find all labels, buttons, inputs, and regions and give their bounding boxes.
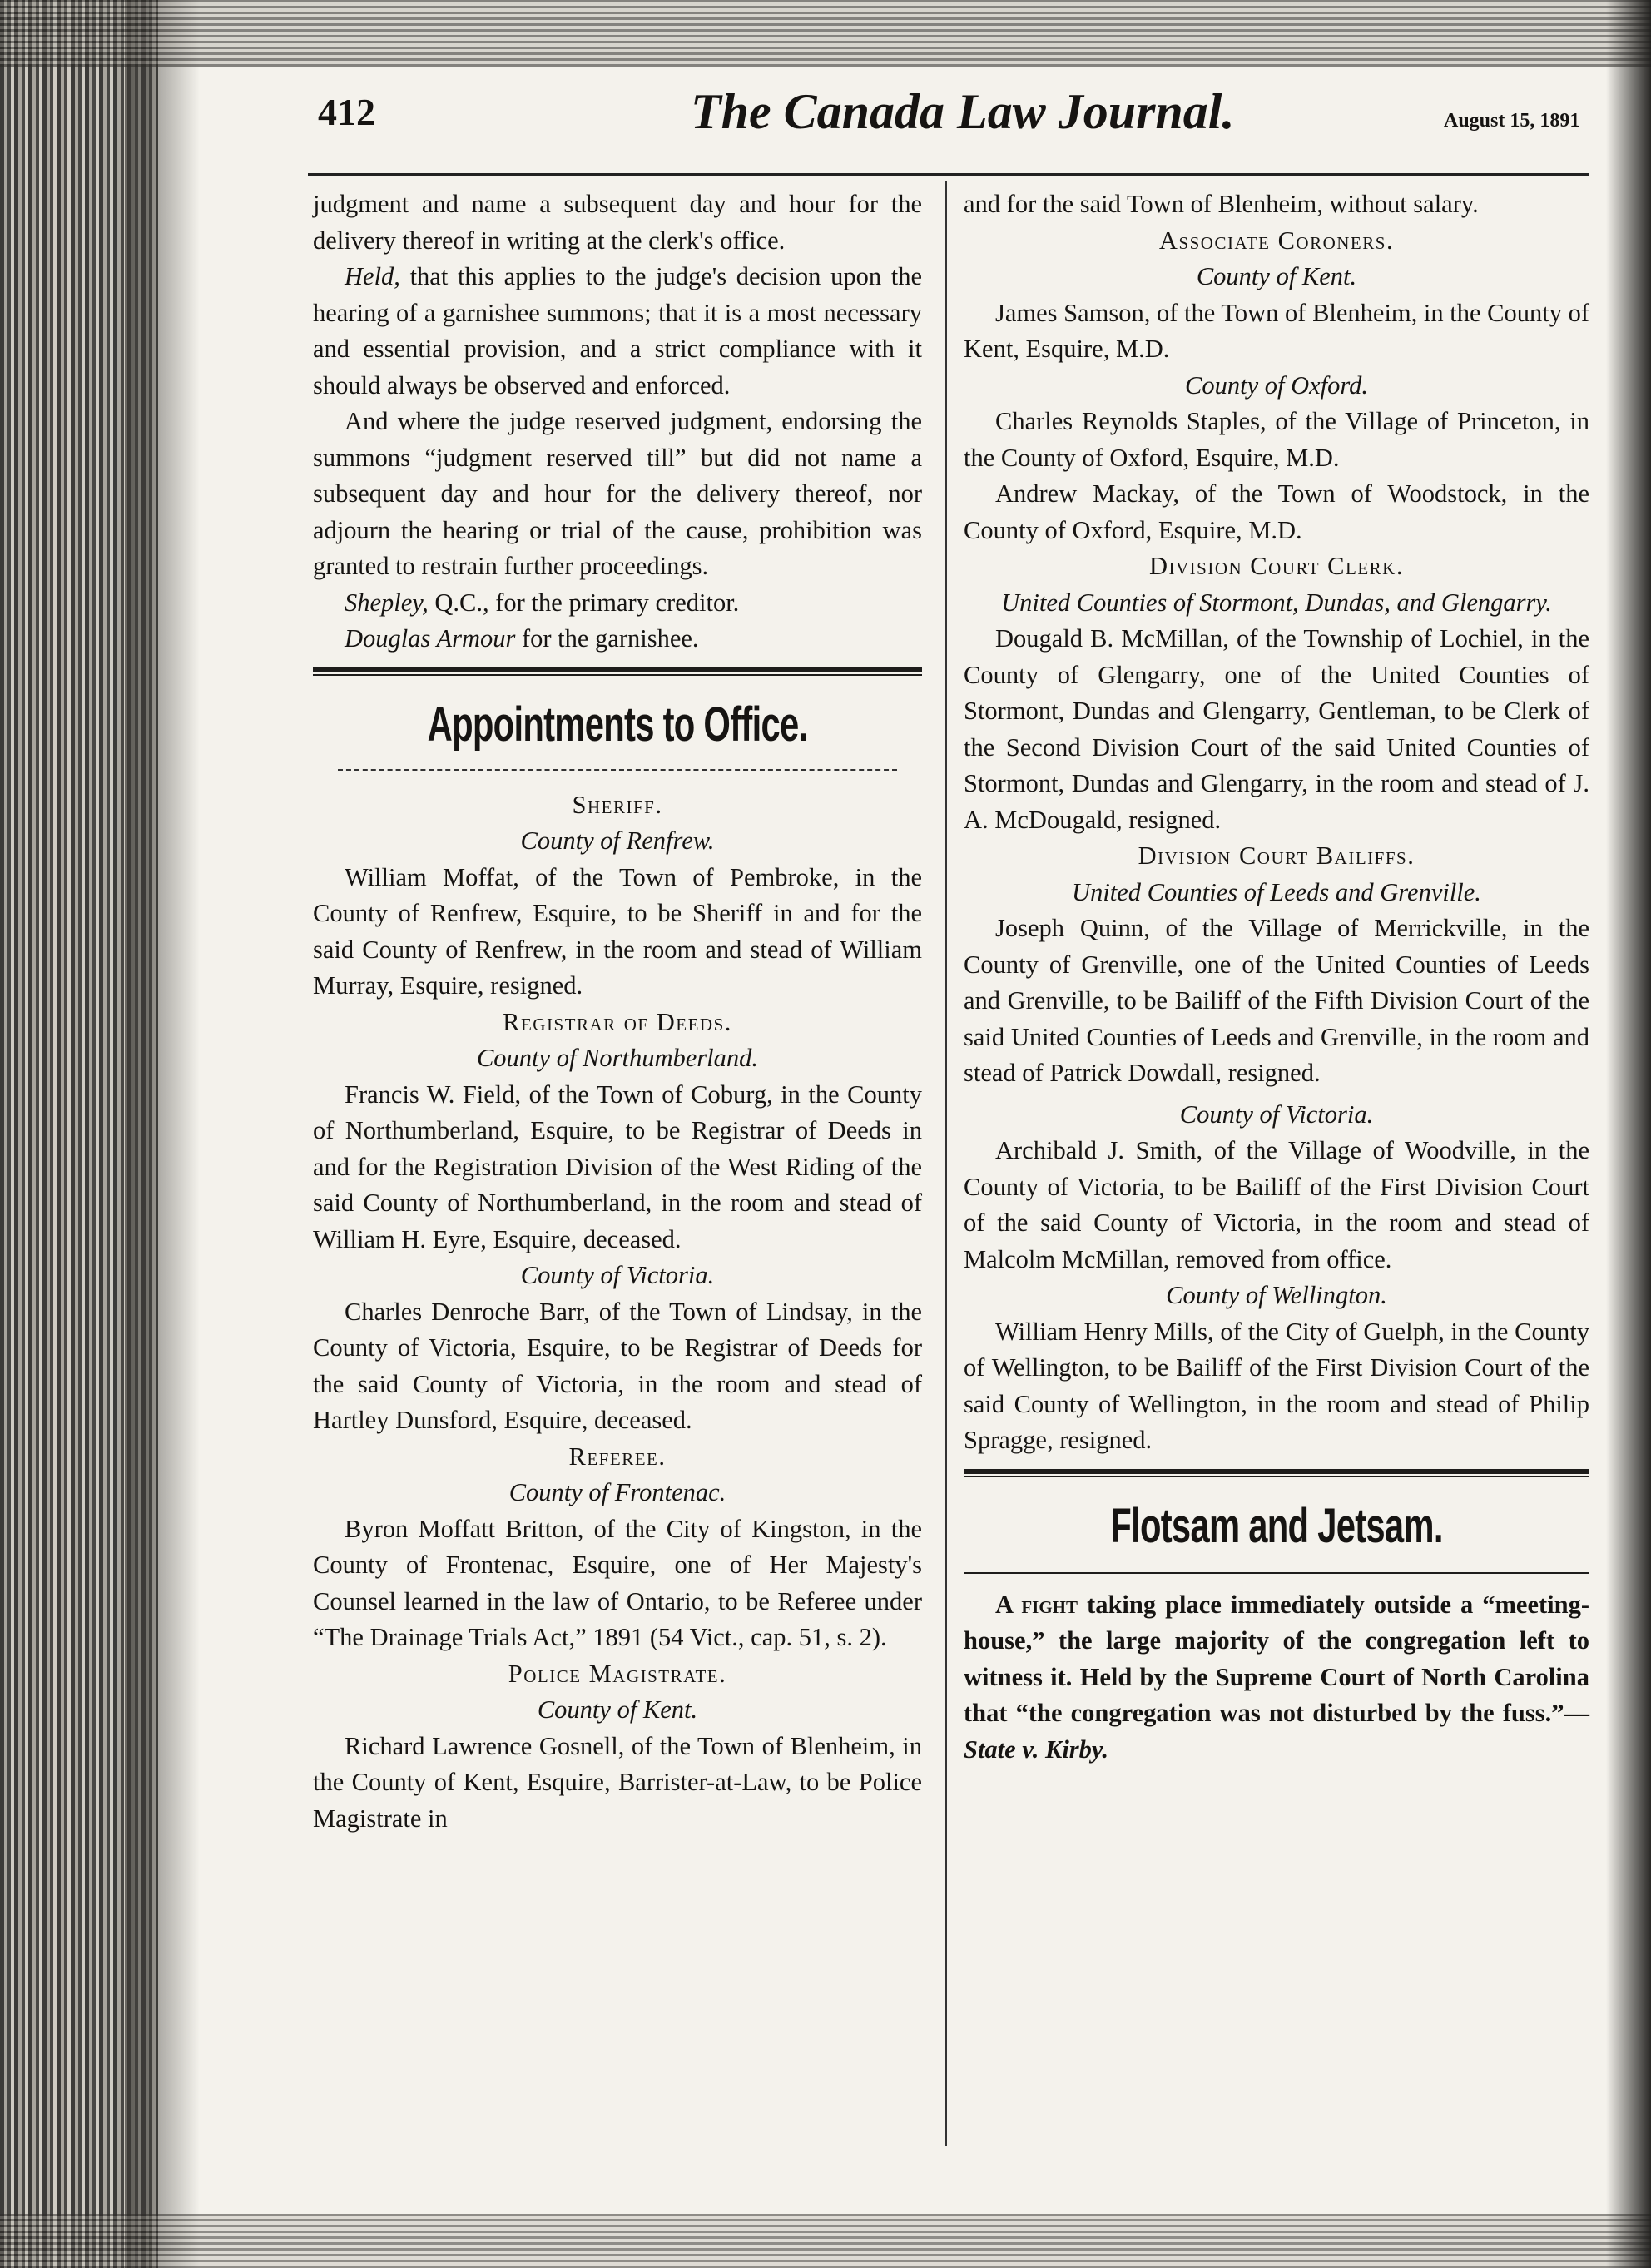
- appointment-text: William Moffat, of the Town of Pembroke, in the County of Renfrew, Esquire, to be Sheriff in and for the said County of Renfrew, in the room and stead of William Murray, Esquire, resigned.: [313, 862, 922, 1000]
- column-divider: [945, 181, 947, 2146]
- office-heading: Division Court Clerk.: [1149, 552, 1404, 580]
- appointment-text: James Samson, of the Town of Blenheim, in the County of Kent, Esquire, M.D.: [964, 298, 1589, 363]
- counsel-role: for the garnishee.: [515, 624, 699, 653]
- scan-right-edge: [1606, 0, 1651, 2268]
- journal-title: The Canada Law Journal.: [691, 84, 1235, 139]
- case-held-paragraph: [313, 259, 922, 404]
- office-heading: Division Court Bailiffs.: [1138, 841, 1415, 870]
- county-heading: County of Victoria.: [1179, 1099, 1374, 1129]
- office-heading: Registrar of Deeds.: [503, 1007, 732, 1036]
- office-heading: Sheriff.: [572, 790, 663, 819]
- appointment-text: Charles Reynolds Staples, of the Village of Princeton, in the County of Oxford, Esquire, M.D.: [964, 407, 1589, 472]
- scan-bottom-edge: [0, 2214, 1651, 2268]
- flotsam-paragraph: [964, 1587, 1589, 1769]
- flotsam-text: taking place immediately outside a “meeting-house,” the large majority of the congregation left to witness it. Held by the Supreme Court of North Carolina that “the congregation was not disturbed by the fuss.”—: [964, 1590, 1589, 1727]
- appointment-text: Richard Lawrence Gosnell, of the Town of Blenheim, in the County of Kent, Esquire, Barrister-at-Law, to be Police Magistrate in: [313, 1731, 922, 1833]
- county-heading: County of Victoria.: [520, 1261, 715, 1289]
- section-rule-dashed: [338, 769, 897, 771]
- counsel-name: Douglas Armour: [345, 624, 516, 653]
- county-heading: County of Renfrew.: [520, 826, 715, 855]
- flotsam-lead: A fight: [995, 1590, 1078, 1619]
- section-rule-thin: [313, 674, 922, 676]
- appointment-text: William Henry Mills, of the City of Guelph, in the County of Wellington, to be Bailiff of the First Division Court of the said County of Wellington, in the room and stead of Philip Spragge, resigned.: [964, 1317, 1589, 1454]
- section-heading-appointments: Appointments to Office.: [427, 697, 808, 752]
- counsel-line: [313, 621, 922, 658]
- office-heading: Referee.: [568, 1442, 667, 1471]
- page-date: August 15, 1891: [1444, 110, 1580, 132]
- county-heading: United Counties of Stormont, Dundas, and Glengarry.: [1001, 588, 1552, 617]
- appointment-text: Andrew Mackay, of the Town of Woodstock, in the County of Oxford, Esquire, M.D.: [964, 479, 1589, 544]
- appointment-text: Archibald J. Smith, of the Village of Woodville, in the County of Victoria, to be Bailiff of the First Division Court of the said County of Victoria, in the room and stead of Malcolm McMillan, removed from office.: [964, 1136, 1589, 1273]
- held-text: that this applies to the judge's decision upon the hearing of a garnishee summons; that it is a most necessary and essential provision, and a strict compliance with it should always be observed and enforced.: [313, 262, 922, 400]
- county-heading: County of Northumberland.: [476, 1044, 759, 1072]
- appointment-text: Joseph Quinn, of the Village of Merrickville, in the County of Grenville, one of the United Counties of Leeds and Grenville, to be Bailiff of the Fifth Division Court of the said United Counties of Leeds and Grenville, in the room and stead of Patrick Dowdall, resigned.: [964, 914, 1589, 1087]
- scan-top-edge: [0, 0, 1651, 67]
- section-rule-thin: [964, 1476, 1589, 1477]
- section-rule-thick: [313, 667, 922, 672]
- counsel-line: [313, 585, 922, 622]
- office-heading: Police Magistrate.: [508, 1659, 727, 1688]
- left-column: [313, 186, 922, 1837]
- flotsam-case-name: State v. Kirby.: [964, 1734, 1108, 1764]
- county-heading: County of Kent.: [1196, 262, 1357, 290]
- section-rule-thin: [964, 1572, 1589, 1574]
- section-rule-thick: [964, 1469, 1589, 1474]
- county-heading: United Counties of Leeds and Grenville.: [1072, 877, 1481, 906]
- right-column: [964, 186, 1589, 1768]
- section-heading-flotsam: Flotsam and Jetsam.: [1110, 1498, 1443, 1553]
- case-paragraph: judgment and name a subsequent day and hour for the delivery thereof in writing at the clerk's office.: [313, 190, 922, 255]
- page-number: 412: [318, 91, 375, 133]
- county-heading: County of Kent.: [537, 1695, 698, 1724]
- county-heading: County of Oxford.: [1185, 370, 1368, 400]
- case-paragraph: And where the judge reserved judgment, endorsing the summons “judgment reserved till” but did not name a subsequent day and hour for the delivery thereof, nor adjourn the hearing or trial of the cause, prohibition was granted to restrain further proceedings.: [313, 407, 922, 580]
- county-heading: County of Wellington.: [1166, 1281, 1387, 1309]
- appointment-text: Charles Denroche Barr, of the Town of Lindsay, in the County of Victoria, Esquire, to be Registrar of Deeds for the said County of Victoria, in the room and stead of Hartley Dunsford, Esquire, deceased.: [313, 1297, 922, 1434]
- counsel-role: Q.C., for the primary creditor.: [428, 588, 740, 617]
- scan-binding-shadow: [125, 0, 200, 2268]
- office-heading: Associate Coroners.: [1158, 226, 1395, 255]
- held-label: Held,: [345, 262, 400, 290]
- county-heading: County of Frontenac.: [508, 1478, 726, 1506]
- appointment-text-continued: and for the said Town of Blenheim, without salary.: [964, 190, 1479, 218]
- appointment-text: Byron Moffatt Britton, of the City of Kingston, in the County of Frontenac, Esquire, one of Her Majesty's Counsel learned in the law of Ontario, to be Referee under “The Drainage Trials Act,” 1891 (54 Vict., cap. 51, s. 2).: [313, 1514, 922, 1651]
- appointment-text: Francis W. Field, of the Town of Coburg, in the County of Northumberland, Esquire, to be Registrar of Deeds in and for the Registration Division of the West Riding of the said County of Northumberland, in the room and stead of William H. Eyre, Esquire, deceased.: [313, 1079, 922, 1253]
- header-rule: [308, 173, 1589, 176]
- appointment-text: Dougald B. McMillan, of the Township of Lochiel, in the County of Glengarry, one of the United Counties of Stormont, Dundas and Glengarry, Gentleman, to be Clerk of the Second Division Court of the said United Counties of Stormont, Dundas and Glengarry, in the room and stead of J. A. McDougald, resigned.: [964, 624, 1589, 834]
- counsel-name: Shepley,: [345, 588, 429, 617]
